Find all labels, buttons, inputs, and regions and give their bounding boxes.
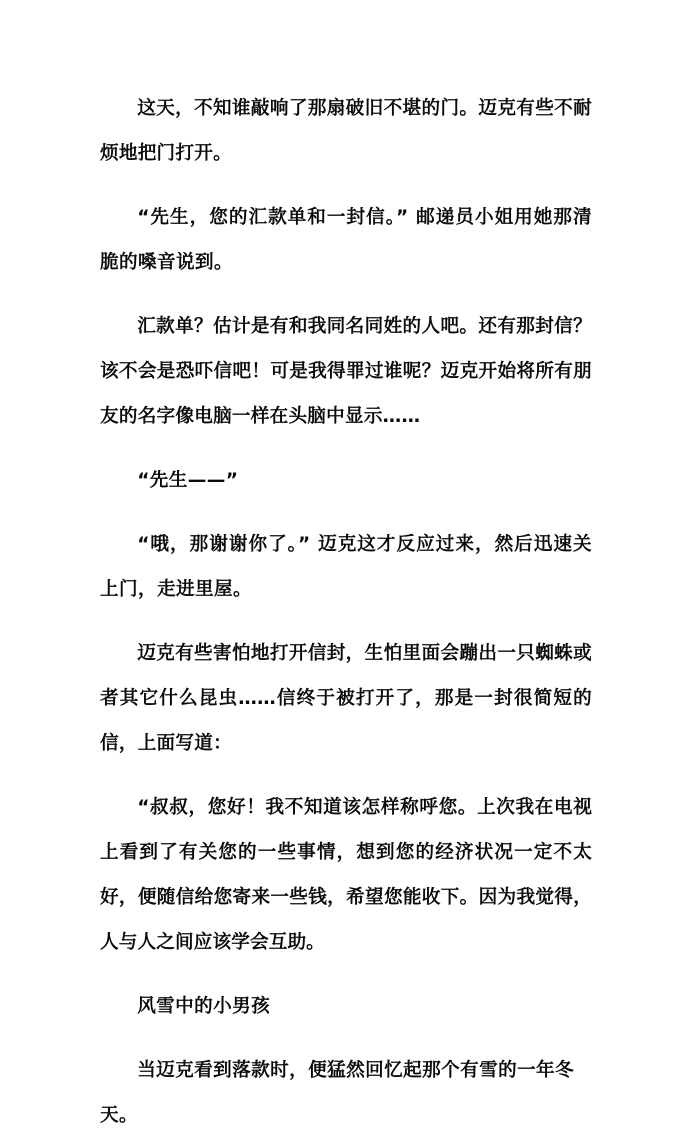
- paragraph-1: 这天，不知谁敲响了那扇破旧不堪的门。迈克有些不耐烦地把门打开。: [100, 98, 592, 164]
- paragraph-8-letter-signature: 风雪中的小男孩: [137, 996, 271, 1017]
- paragraph-9: 当迈克看到落款时，便猛然回忆起那个有雪的一年冬天。: [100, 1060, 575, 1126]
- document-text-body: [100, 86, 592, 1138]
- paragraph-4-dialogue: “先生——”: [137, 470, 239, 491]
- paragraph-6: 迈克有些害怕地打开信封，生怕里面会蹦出一只蜘蛛或者其它什么昆虫……信终于被打开了，那是一封很简短的信，上面写道：: [100, 643, 592, 754]
- paragraph-5-dialogue: “哦，那谢谢你了。” 迈克这才反应过来，然后迅速关上门，走进里屋。: [100, 534, 592, 600]
- paragraph-2-dialogue: “先生，您的汇款单和一封信。” 邮递员小姐用她那清脆的嗓音说到。: [100, 207, 592, 273]
- paragraph-3: 汇款单？估计是有和我同名同姓的人吧。还有那封信？该不会是恐吓信吧！可是我得罪过谁呢？迈克开始将所有朋友的名字像电脑一样在头脑中显示……: [100, 316, 592, 427]
- paragraph-7-letter-body: “叔叔，您好！我不知道该怎样称呼您。上次我在电视上看到了有关您的一些事情，想到您的经济状况一定不太好，便随信给您寄来一些钱，希望您能收下。因为我觉得，人与人之间应该学会互助。: [100, 797, 592, 953]
